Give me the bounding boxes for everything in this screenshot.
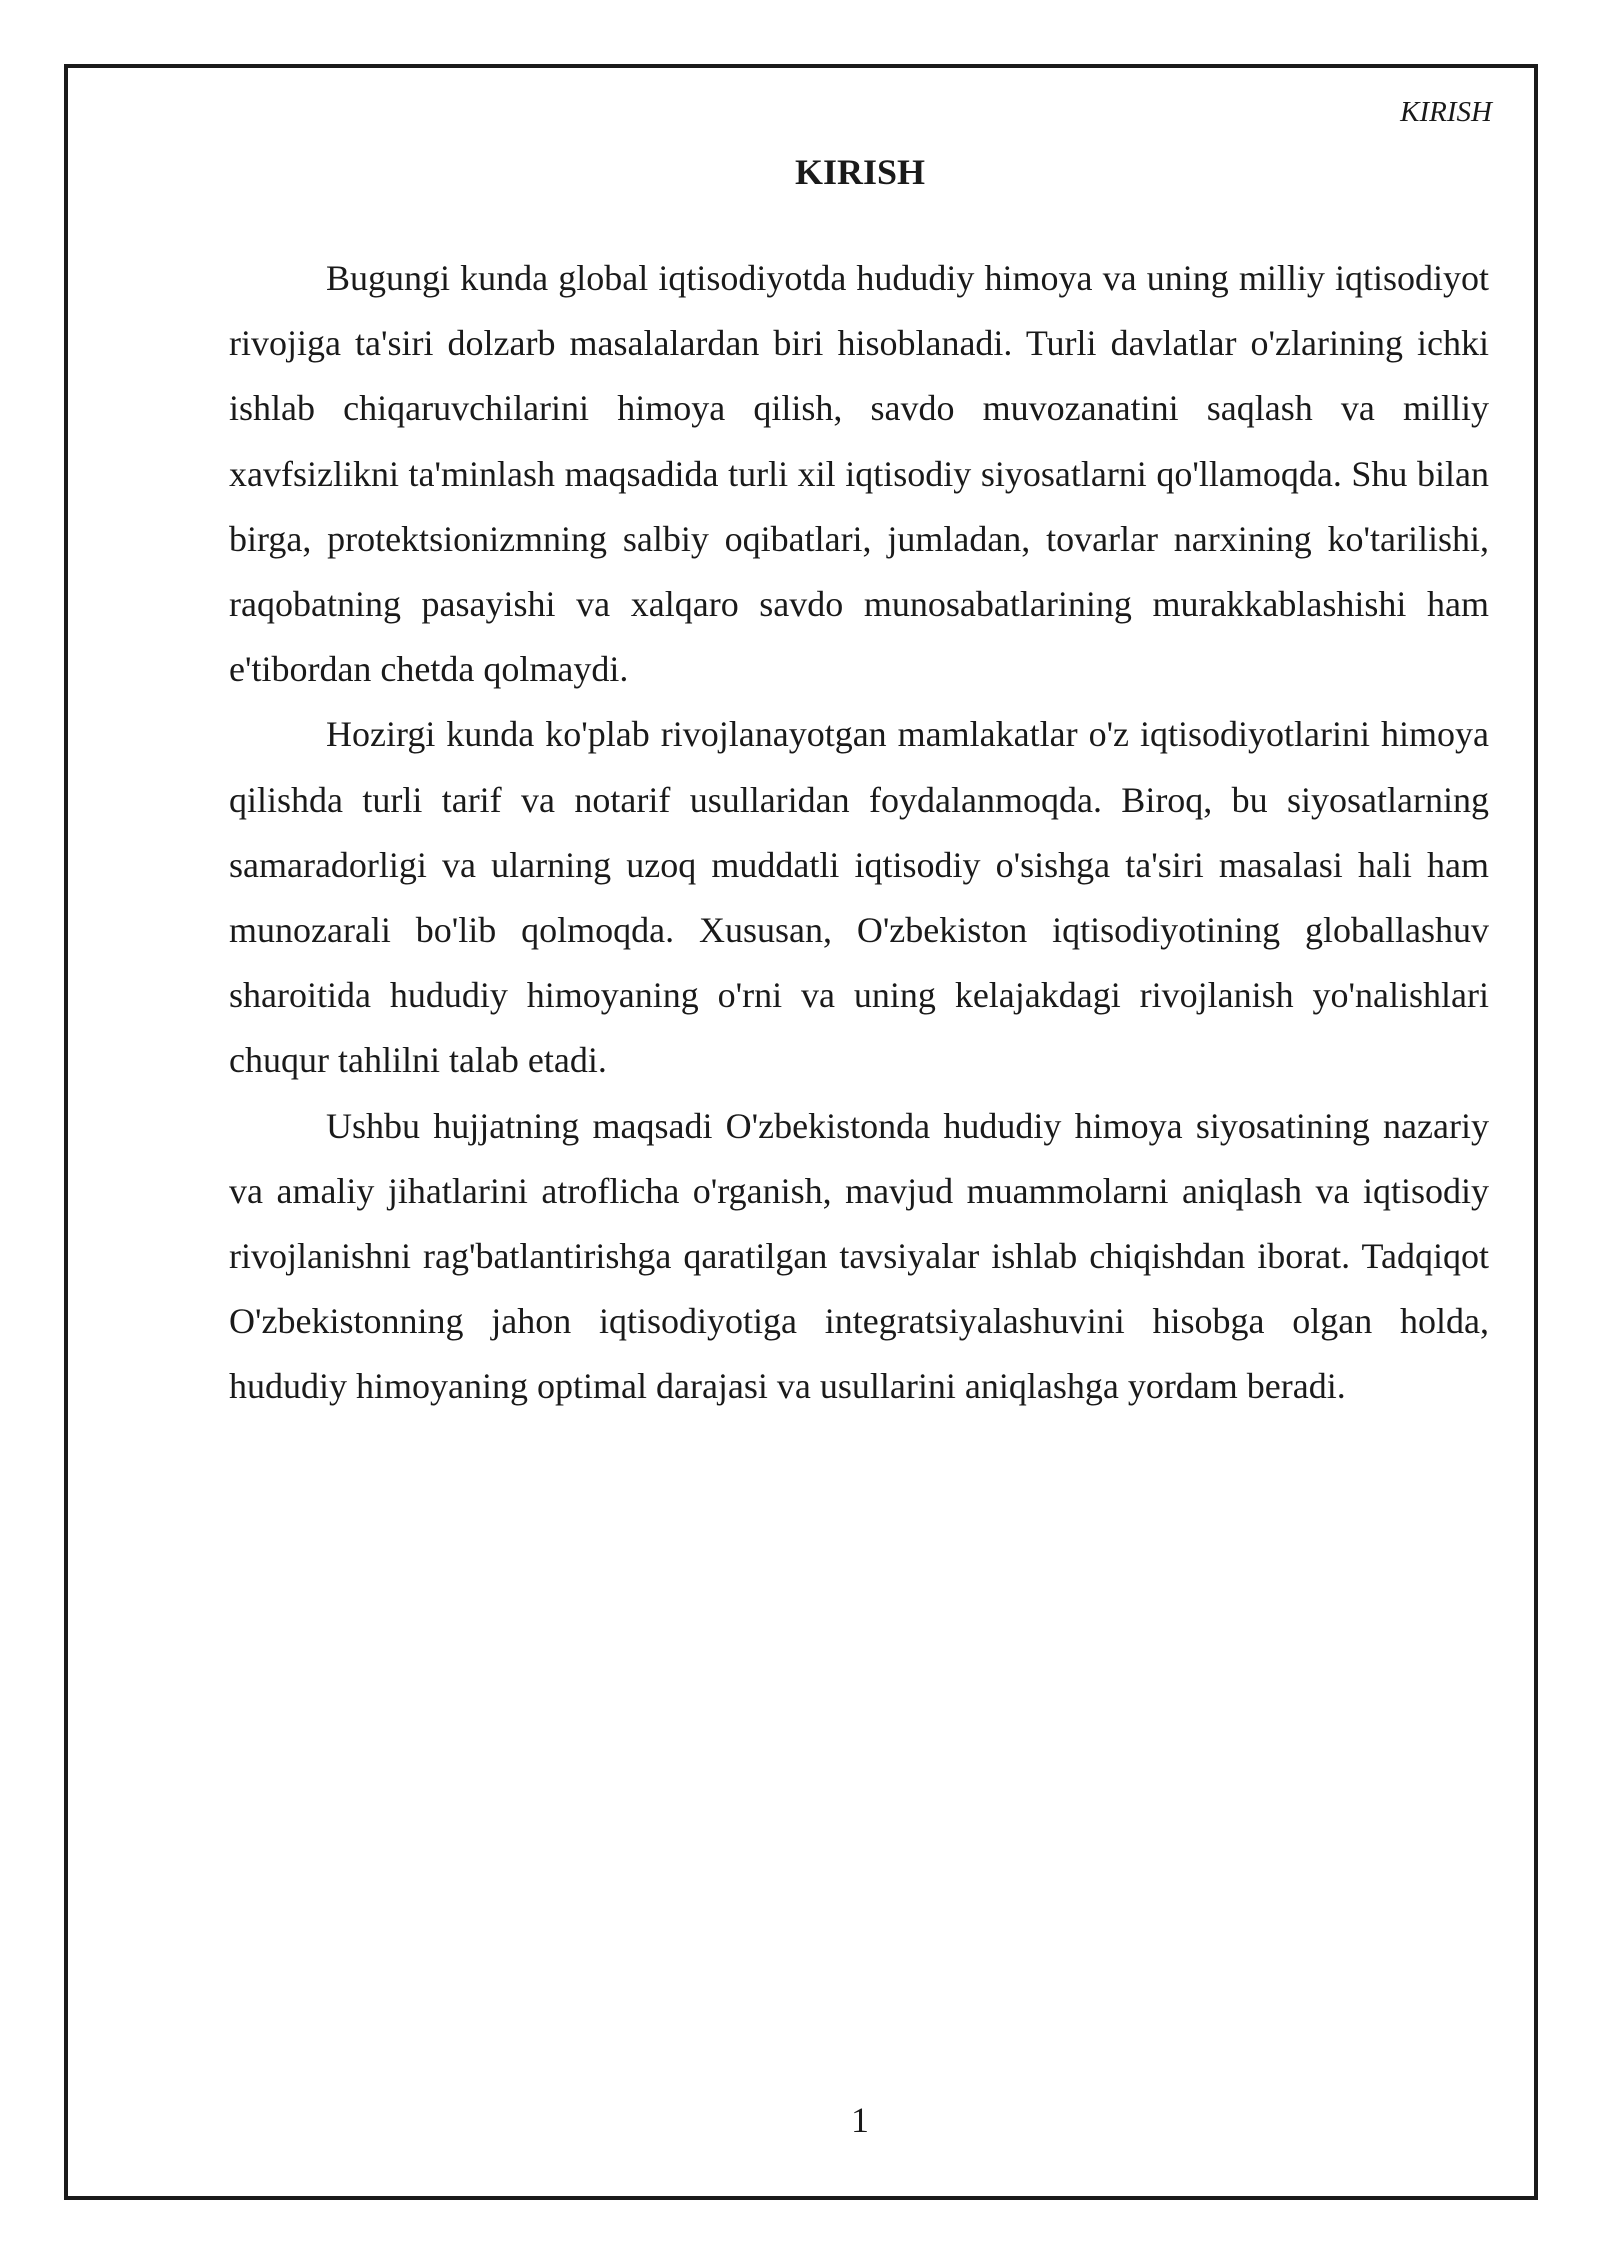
paragraph-3: Ushbu hujjatning maqsadi O'zbekistonda hududiy himoya siyosatining nazariy va amaliy jihatlarini atroflicha o'rganish, mavjud muammolarni aniqlash va iqtisodiy rivojlanishni rag'batlantirishga qaratilgan tavsiyalar ishlab chiqishdan iborat. Tadqiqot O'zbekistonning jahon iqtisodiyotiga integratsiyalashuvini hisobga olgan holda, hududiy himoyaning optimal darajasi va usullarini aniqlashga yordam beradi. bbox=[229, 1105, 1489, 1407]
running-header: KIRISH bbox=[1400, 96, 1492, 128]
page-title: KIRISH bbox=[794, 152, 926, 192]
document-body bbox=[229, 246, 1489, 1420]
paragraph-2: Hozirgi kunda ko'plab rivojlanayotgan mamlakatlar o'z iqtisodiyotlarini himoya qilishda turli tarif va notarif usullaridan foydalanmoqda. Biroq, bu siyosatlarning samaradorligi va ularning uzoq muddatli iqtisodiy o'sishga ta'siri masalasi hali ham munozarali bo'lib qolmoqda. Xususan, O'zbekiston iqtisodiyotining globallashuv sharoitida hududiy himoyaning o'rni va uning kelajakdagi rivojlanish yo'nalishlari chuqur tahlilni talab etadi. bbox=[229, 714, 1489, 1081]
paragraph-1: Bugungi kunda global iqtisodiyotda hududiy himoya va uning milliy iqtisodiyot rivojiga ta'siri dolzarb masalalardan biri hisoblanadi. Turli davlatlar o'zlarining ichki ishlab chiqaruvchilarini himoya qilish, savdo muvozanatini saqlash va milliy xavfsizlikni ta'minlash maqsadida turli xil iqtisodiy siyosatlarni qo'llamoqda. Shu bilan birga, protektsionizmning salbiy oqibatlari, jumladan, tovarlar narxining ko'tarilishi, raqobatning pasayishi va xalqaro savdo munosabatlarining murakkablashishi ham e'tibordan chetda qolmaydi. bbox=[229, 258, 1489, 690]
page-number: 1 bbox=[851, 2100, 869, 2140]
